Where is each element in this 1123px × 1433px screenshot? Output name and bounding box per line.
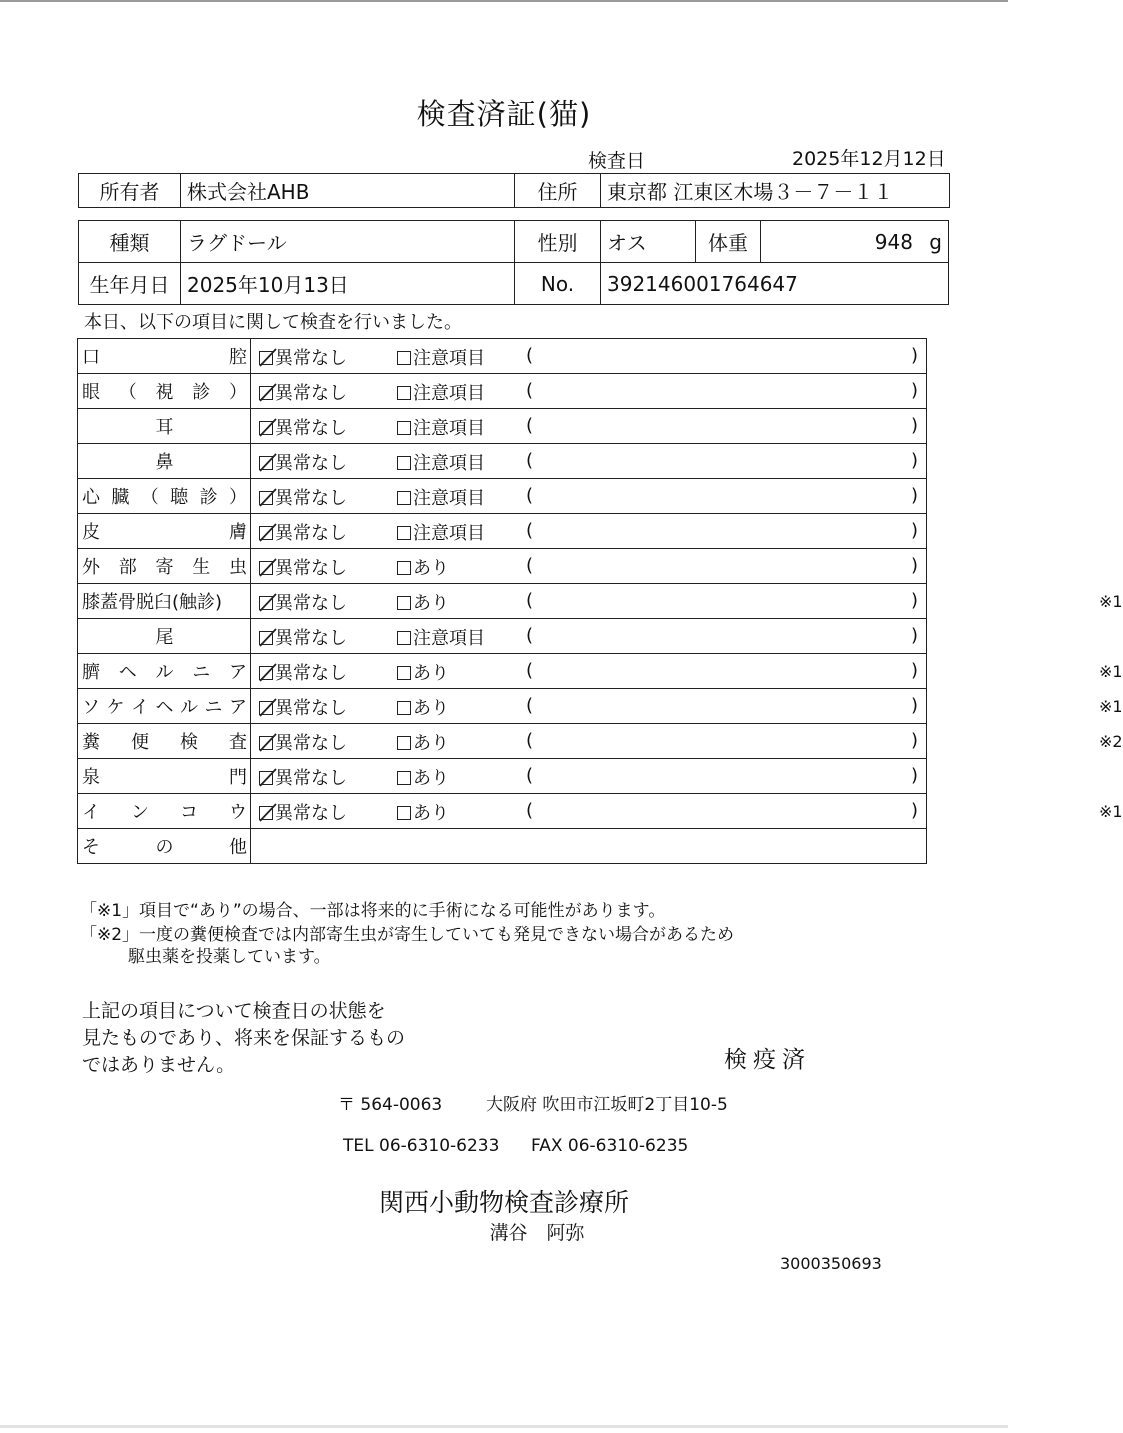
remarks-open-paren: ( [526, 450, 534, 471]
remarks-open-paren: ( [526, 380, 534, 401]
remarks-open-paren: ( [526, 625, 534, 646]
normal-checkbox[interactable] [259, 771, 273, 785]
normal-option[interactable] [259, 519, 347, 545]
inspection-item-label: 膝蓋骨脱臼(触診) [82, 592, 223, 613]
remarks-open-paren: ( [526, 695, 534, 716]
other-checkbox[interactable] [397, 386, 411, 400]
remarks-close-paren: ) [910, 555, 918, 576]
inspection-item-cell [78, 549, 251, 584]
inspection-item-label: 臍 ヘ ル ニ ア [82, 662, 247, 683]
other-option-label: あり [413, 593, 449, 614]
remarks-open-paren: ( [526, 345, 534, 366]
remarks-open-paren: ( [526, 800, 534, 821]
other-checkbox[interactable] [397, 631, 411, 645]
inspection-item-label: 耳 [155, 417, 174, 438]
other-checkbox[interactable] [397, 701, 411, 715]
normal-checkbox[interactable] [259, 596, 273, 610]
other-option-label: あり [413, 768, 449, 789]
normal-checkbox[interactable] [259, 526, 273, 540]
remarks-open-paren: ( [526, 485, 534, 506]
other-option-label: 注意項目 [413, 348, 485, 369]
remarks-close-paren: ) [910, 450, 918, 471]
normal-option[interactable] [259, 729, 347, 755]
other-option[interactable] [397, 344, 485, 370]
inspection-result-cell [251, 619, 927, 654]
intro-text: 本日、以下の項目に関して検査を行いました。 [84, 312, 462, 333]
remarks-close-paren: ) [910, 765, 918, 786]
normal-option-label: 異常なし [275, 558, 347, 579]
normal-option[interactable] [259, 379, 347, 405]
other-checkbox[interactable] [397, 771, 411, 785]
inspection-item-cell [78, 619, 251, 654]
normal-option[interactable] [259, 589, 347, 615]
inspection-result-cell [251, 444, 927, 479]
inspection-table [77, 338, 1123, 864]
inspection-item-label: 皮 膚 [82, 522, 247, 543]
remarks-close-paren: ) [910, 730, 918, 751]
inspection-result-cell [251, 654, 1123, 689]
normal-checkbox[interactable] [259, 736, 273, 750]
remarks-close-paren: ) [910, 485, 918, 506]
weight-unit: g [929, 229, 942, 254]
normal-option-label: 異常なし [275, 348, 347, 369]
normal-option-label: 異常なし [275, 453, 347, 474]
number-value: 392146001764647 [601, 263, 949, 305]
disclaimer: 上記の項目について検査日の状態を 見たものであり、将来を保証するもの ではありません。 [82, 1000, 406, 1076]
normal-option-label: 異常なし [275, 418, 347, 439]
footnote-ref: ※1 [1099, 802, 1123, 821]
sex-value: オス [601, 221, 696, 263]
inspection-item-cell [78, 724, 251, 759]
other-option[interactable] [397, 729, 449, 755]
normal-option[interactable] [259, 624, 347, 650]
inspection-item-cell [78, 479, 251, 514]
normal-option-label: 異常なし [275, 488, 347, 509]
inspection-item-label: 糞 便 検 査 [82, 732, 247, 753]
weight-field [761, 221, 949, 263]
inspection-item-cell [78, 759, 251, 794]
inspection-row [78, 514, 927, 549]
inspection-row [78, 654, 927, 689]
footnote-ref: ※1 [1099, 592, 1123, 611]
inspection-row [78, 689, 927, 724]
scan-bottom-edge [0, 1425, 1008, 1428]
birthdate-label: 生年月日 [79, 263, 181, 305]
normal-checkbox[interactable] [259, 491, 273, 505]
inspection-result-cell [251, 794, 1123, 829]
remarks-close-paren: ) [910, 590, 918, 611]
owner-label: 所有者 [79, 174, 181, 208]
inspection-row [78, 374, 927, 409]
remarks-open-paren: ( [526, 660, 534, 681]
remarks-close-paren: ) [910, 415, 918, 436]
other-option[interactable] [397, 484, 485, 510]
weight-value: 948 [874, 229, 913, 254]
remarks-open-paren: ( [526, 590, 534, 611]
normal-option[interactable] [259, 764, 347, 790]
remarks-open-paren: ( [526, 765, 534, 786]
normal-option[interactable] [259, 414, 347, 440]
other-option-label: 注意項目 [413, 453, 485, 474]
footnote-ref: ※1 [1099, 697, 1123, 716]
other-option[interactable] [397, 799, 449, 825]
birthdate-value: 2025年10月13日 [181, 263, 515, 305]
footnote-1: 「※1」項目で“あり”の場合、一部は将来的に手術になる可能性があります。 [80, 901, 666, 921]
other-option[interactable] [397, 694, 449, 720]
other-option-label: あり [413, 698, 449, 719]
inspection-item-label: 眼 （ 視 診 ） [82, 382, 247, 403]
inspection-item-cell [78, 339, 251, 374]
inspection-item-label: 心 臓 （ 聴 診 ） [82, 487, 247, 508]
footnote-ref: ※2 [1099, 732, 1123, 751]
other-checkbox[interactable] [397, 736, 411, 750]
scan-top-edge [0, 0, 1008, 2]
inspection-item-label: 口 腔 [82, 347, 247, 368]
other-option[interactable] [397, 379, 485, 405]
normal-checkbox[interactable] [259, 631, 273, 645]
inspection-item-cell [78, 689, 251, 724]
remarks-open-paren: ( [526, 555, 534, 576]
other-checkbox[interactable] [397, 491, 411, 505]
other-checkbox[interactable] [397, 666, 411, 680]
normal-option-label: 異常なし [275, 733, 347, 754]
inspection-row [78, 724, 927, 759]
remarks-close-paren: ) [910, 345, 918, 366]
normal-option-label: 異常なし [275, 383, 347, 404]
inspection-result-cell [251, 514, 927, 549]
other-option[interactable] [397, 624, 485, 650]
breed-label: 種類 [79, 221, 181, 263]
normal-option[interactable] [259, 554, 347, 580]
inspection-result-cell [251, 409, 927, 444]
inspection-item-cell [78, 514, 251, 549]
clinic-tel: TEL 06-6310-6233 [343, 1136, 500, 1156]
remarks-open-paren: ( [526, 520, 534, 541]
exam-date-value: 2025年12月12日 [792, 148, 946, 170]
normal-checkbox[interactable] [259, 561, 273, 575]
inspection-result-cell [251, 479, 927, 514]
normal-option-label: 異常なし [275, 593, 347, 614]
inspection-row [78, 794, 927, 829]
other-option-label: あり [413, 663, 449, 684]
normal-option-label: 異常なし [275, 698, 347, 719]
other-item-cell [78, 829, 251, 864]
inspection-result-cell [251, 549, 927, 584]
other-option-label: あり [413, 803, 449, 824]
remarks-close-paren: ) [910, 695, 918, 716]
other-checkbox[interactable] [397, 596, 411, 610]
clinic-person: 溝谷 阿弥 [489, 1222, 585, 1244]
inspection-item-label: 尾 [155, 627, 174, 648]
clinic-address: 大阪府 吹田市江坂町2丁目10-5 [486, 1095, 728, 1115]
other-checkbox[interactable] [397, 806, 411, 820]
normal-option-label: 異常なし [275, 663, 347, 684]
remarks-open-paren: ( [526, 415, 534, 436]
other-option-label: 注意項目 [413, 383, 485, 404]
normal-option-label: 異常なし [275, 523, 347, 544]
inspection-item-label: ソ ケ イ ヘ ル ニ ア [82, 697, 247, 718]
other-option-label: 注意項目 [413, 418, 485, 439]
normal-option[interactable] [259, 449, 347, 475]
remarks-close-paren: ) [910, 625, 918, 646]
normal-option[interactable] [259, 484, 347, 510]
clinic-postal: 〒 564-0063 [338, 1095, 443, 1115]
inspection-item-cell [78, 374, 251, 409]
other-option-label: 注意項目 [413, 628, 485, 649]
inspection-result-cell [251, 339, 927, 374]
inspection-row [78, 549, 927, 584]
other-option-label: 注意項目 [413, 523, 485, 544]
normal-option[interactable] [259, 799, 347, 825]
owner-value: 株式会社AHB [181, 174, 515, 208]
other-option[interactable] [397, 659, 449, 685]
sex-label: 性別 [515, 221, 601, 263]
inspection-item-label: 泉 門 [82, 767, 247, 788]
clinic-fax: FAX 06-6310-6235 [531, 1136, 689, 1156]
other-checkbox[interactable] [397, 351, 411, 365]
normal-option[interactable] [259, 659, 347, 685]
inspection-item-cell [78, 794, 251, 829]
normal-checkbox[interactable] [259, 386, 273, 400]
normal-option-label: 異常なし [275, 803, 347, 824]
other-checkbox[interactable] [397, 561, 411, 575]
remarks-close-paren: ) [910, 660, 918, 681]
normal-checkbox[interactable] [259, 421, 273, 435]
number-label: No. [515, 263, 601, 305]
inspection-row [78, 409, 927, 444]
inspection-row [78, 759, 927, 794]
inspection-result-cell [251, 759, 927, 794]
other-option-label: 注意項目 [413, 488, 485, 509]
weight-label: 体重 [696, 221, 761, 263]
inspection-item-cell [78, 444, 251, 479]
document-title: 検査済証(猫) [416, 97, 592, 131]
other-checkbox[interactable] [397, 421, 411, 435]
inspection-result-cell [251, 724, 1123, 759]
other-option[interactable] [397, 414, 485, 440]
quarantine-stamp: 検疫済 [724, 1047, 811, 1073]
address-label: 住所 [515, 174, 601, 208]
other-item-label: そ の 他 [82, 837, 247, 858]
inspection-result-cell [251, 689, 1123, 724]
other-option-label: あり [413, 558, 449, 579]
other-option[interactable] [397, 589, 449, 615]
remarks-open-paren: ( [526, 730, 534, 751]
normal-checkbox[interactable] [259, 806, 273, 820]
exam-date-label: 検査日 [588, 150, 646, 172]
document-number: 3000350693 [780, 1254, 882, 1273]
footnote-2: 「※2」一度の糞便検査では内部寄生虫が寄生していても発見できない場合があるため [80, 925, 735, 945]
normal-option[interactable] [259, 344, 347, 370]
normal-checkbox[interactable] [259, 701, 273, 715]
animal-table [78, 220, 949, 305]
other-option[interactable] [397, 554, 449, 580]
inspection-row [78, 444, 927, 479]
normal-checkbox[interactable] [259, 351, 273, 365]
inspection-row [78, 479, 927, 514]
other-option[interactable] [397, 519, 485, 545]
inspection-item-cell [78, 409, 251, 444]
other-option[interactable] [397, 449, 485, 475]
remarks-close-paren: ) [910, 520, 918, 541]
other-item-field [251, 829, 927, 864]
address-value: 東京都 江東区木場３－７－１１ [601, 174, 950, 208]
clinic-name: 関西小動物検査診療所 [378, 1188, 629, 1217]
inspection-result-cell [251, 374, 927, 409]
inspection-row [78, 339, 927, 374]
inspection-item-label: 鼻 [155, 452, 174, 473]
inspection-row [78, 584, 927, 619]
other-option[interactable] [397, 764, 449, 790]
inspection-item-cell [78, 584, 251, 619]
remarks-close-paren: ) [910, 380, 918, 401]
normal-option-label: 異常なし [275, 768, 347, 789]
inspection-row [78, 619, 927, 654]
breed-value: ラグドール [181, 221, 515, 263]
inspection-result-cell [251, 584, 1123, 619]
other-checkbox[interactable] [397, 456, 411, 470]
other-checkbox[interactable] [397, 526, 411, 540]
footnote-2-continued: 駆虫薬を投薬しています。 [128, 947, 331, 967]
normal-option[interactable] [259, 694, 347, 720]
normal-option-label: 異常なし [275, 628, 347, 649]
inspection-item-label: 外 部 寄 生 虫 [82, 557, 247, 578]
inspection-item-cell [78, 654, 251, 689]
owner-table [78, 173, 950, 208]
footnote-ref: ※1 [1099, 662, 1123, 681]
remarks-close-paren: ) [910, 800, 918, 821]
normal-checkbox[interactable] [259, 456, 273, 470]
normal-checkbox[interactable] [259, 666, 273, 680]
other-option-label: あり [413, 733, 449, 754]
inspection-item-label: イ ン コ ウ [82, 802, 247, 823]
